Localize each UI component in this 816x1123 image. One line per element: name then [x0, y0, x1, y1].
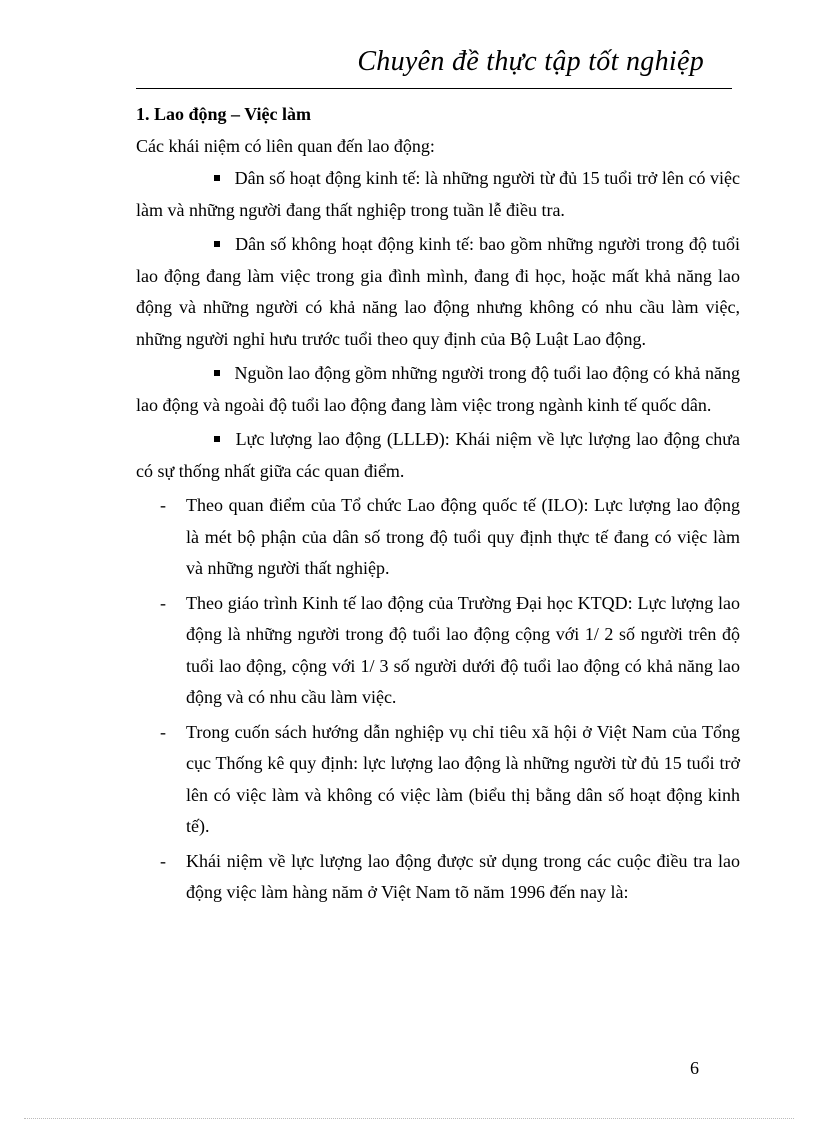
list-item-text: Theo quan điểm của Tổ chức Lao động quốc tế (ILO): Lực lượng lao động là mét bộ phận của dân số trong độ tuổi quy định thực tế đang có việc làm và những người thất nghiệp.: [186, 495, 740, 578]
list-item-text: Lực lượng lao động (LLLĐ): Khái niệm về lực lượng lao động chưa có sự thống nhất giữa các quan điểm.: [136, 429, 740, 481]
list-item-text: Theo giáo trình Kinh tế lao động của Trường Đại học KTQD: Lực lượng lao động là những người trong độ tuổi lao động cộng với 1/ 2 số người trên độ tuổi lao động, cộng với 1/ 3 số người dưới độ tuổi lao động có khả năng lao động và có nhu cầu làm việc.: [186, 592, 740, 707]
list-item: [136, 424, 740, 487]
list-item-text: Trong cuốn sách hướng dẫn nghiệp vụ chỉ tiêu xã hội ở Việt Nam của Tổng cục Thống kê quy định: lực lượng lao động là những người từ đủ 15 tuổi trở lên có việc làm và không có việc làm (biểu thị bằng dân số hoạt động kinh tế).: [186, 721, 740, 836]
list-item-text: Dân số không hoạt động kinh tế: bao gồm những người trong độ tuổi lao động đang làm việc trong gia đình mình, đang đi học, hoặc mất khả năng lao động và những người có khả năng lao động nhưng không có nhu cầu làm việc, những người nghỉ hưu trước tuổi theo quy định của Bộ Luật Lao động.: [136, 234, 741, 349]
dash-list: [136, 490, 740, 909]
square-bullet-icon: [214, 436, 220, 442]
dash-marker: -: [160, 592, 166, 613]
list-item-text: Nguồn lao động gồm những người trong độ tuổi lao động có khả năng lao động và ngoài độ tuổi lao động đang làm việc trong ngành kinh tế quốc dân.: [136, 363, 741, 415]
bullet-list: [136, 163, 740, 487]
page-number: 6: [690, 1058, 699, 1078]
square-bullet-icon: [214, 370, 220, 376]
square-bullet-icon: [214, 241, 220, 247]
page-header-title: Chuyên đề thực tập tốt nghiệp: [357, 46, 704, 77]
section-intro: Các khái niệm có liên quan đến lao động:: [136, 136, 435, 156]
dash-marker: -: [160, 495, 166, 515]
dash-marker: -: [160, 850, 166, 871]
section-heading: 1. Lao động – Việc làm: [136, 104, 312, 124]
list-item: [136, 846, 740, 909]
list-item: [136, 358, 740, 421]
page-bottom-divider: [24, 1118, 794, 1119]
list-item: [136, 163, 740, 226]
document-body: [136, 100, 740, 909]
list-item: [136, 229, 740, 355]
header-divider: [136, 88, 732, 89]
list-item-text: Dân số hoạt động kinh tế: là những người từ đủ 15 tuổi trở lên có việc làm và những người đang thất nghiệp trong tuần lễ điều tra.: [136, 168, 740, 220]
square-bullet-icon: [214, 175, 220, 181]
dash-marker: -: [160, 721, 166, 742]
list-item-text: Khái niệm về lực lượng lao động được sử dụng trong các cuộc điều tra lao động việc làm hàng năm ở Việt Nam tõ năm 1996 đến nay là:: [186, 850, 740, 902]
list-item: [136, 717, 740, 843]
list-item: [136, 588, 740, 714]
list-item: [136, 490, 740, 585]
